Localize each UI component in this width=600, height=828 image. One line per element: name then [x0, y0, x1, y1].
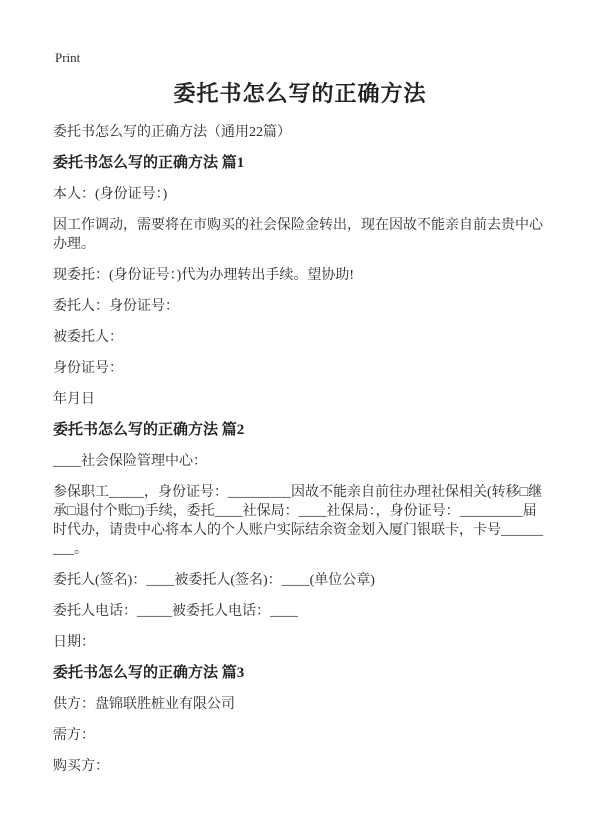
page-subtitle: 委托书怎么写的正确方法（通用22篇） — [53, 125, 291, 140]
paragraph: 委托人电话：_____被委托人电话：____ — [53, 604, 298, 619]
page-title: 委托书怎么写的正确方法 — [173, 81, 427, 106]
section-2 — [53, 421, 547, 652]
print-link[interactable]: Print — [55, 50, 81, 65]
paragraph: 供方：盘锦联胜桩业有限公司 — [53, 697, 235, 712]
section-heading: 委托书怎么写的正确方法 篇1 — [53, 155, 245, 171]
paragraph: ____社会保险管理中心： — [53, 454, 207, 469]
paragraph: 购买方： — [53, 759, 109, 774]
paragraph: 身份证号： — [53, 361, 123, 376]
paragraph: 现委托：(身份证号：)代为办理转出手续。望协助! — [53, 268, 354, 283]
paragraph: 年月日 — [53, 392, 95, 407]
paragraph: 委托人(签名)：____被委托人(签名)：____(单位公章) — [53, 573, 375, 588]
paragraph: 因工作调动，需要将在市购买的社会保险金转出，现在因故不能亲自前去贵中心办理。 — [53, 218, 543, 252]
section-heading: 委托书怎么写的正确方法 篇3 — [53, 665, 245, 681]
paragraph: 需方： — [53, 728, 95, 743]
section-heading: 委托书怎么写的正确方法 篇2 — [53, 422, 245, 438]
section-3 — [53, 664, 547, 776]
paragraph: 委托人：身份证号： — [53, 299, 179, 314]
paragraph: 参保职工_____，身份证号：_________因故不能亲自前往办理社保相关(转移□继承□退付个账□)手续，委托____社保局：____社保局：，身份证号：_________届时代办，请贵中心将本人的个人账户实际结余资金划入厦门银联卡，卡号_________。 — [53, 485, 543, 557]
section-1 — [53, 154, 547, 409]
paragraph: 日期： — [53, 635, 95, 650]
paragraph: 本人：(身份证号：) — [53, 187, 168, 202]
paragraph: 被委托人： — [53, 330, 123, 345]
